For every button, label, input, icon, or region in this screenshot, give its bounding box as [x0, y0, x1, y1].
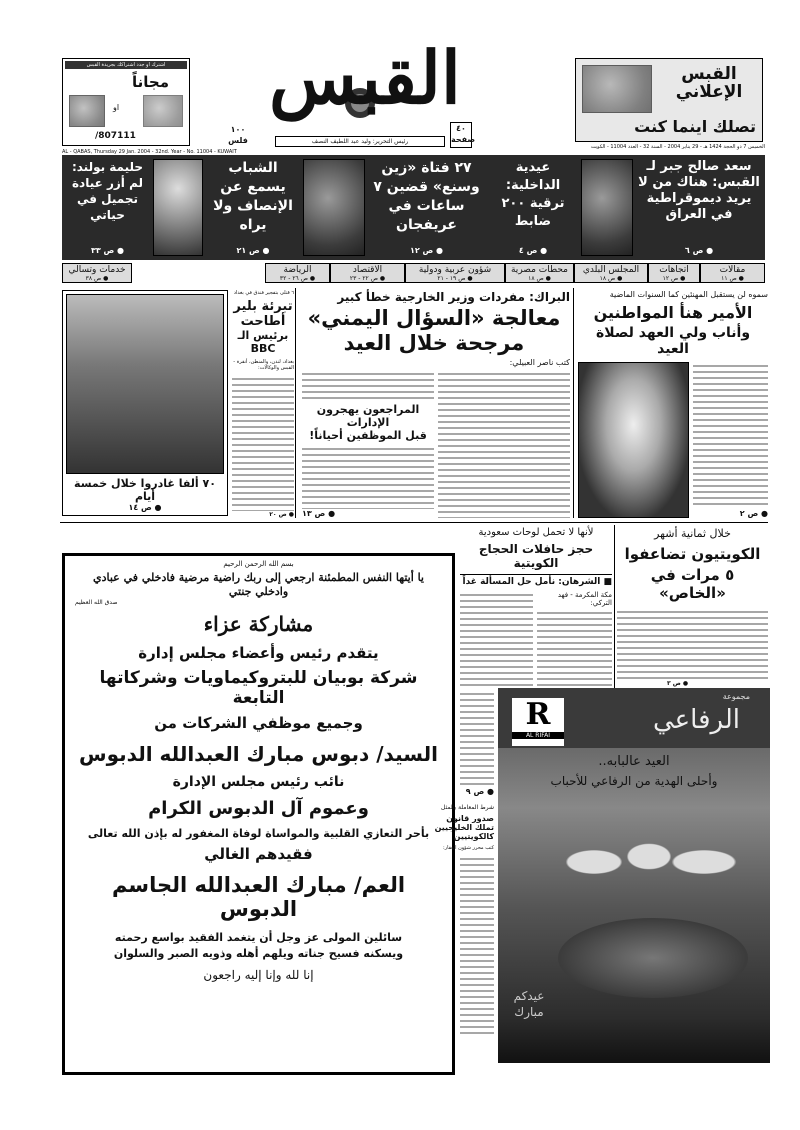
teaser-halima[interactable] — [62, 155, 206, 260]
gcc-kicker: شرط المعاملة بالمثل — [441, 804, 494, 811]
teaser-page: ● ص ٦ — [684, 246, 714, 255]
bbc-body — [232, 375, 294, 511]
section-label: المجلس البلدي — [582, 265, 640, 275]
teaser-saad-jabr[interactable] — [578, 155, 765, 260]
emir-headline-2: وأناب ولي العهد لصلاة العيد — [595, 325, 751, 357]
obituary-line-2: شركة بوبيان للبتروكيماويات وشركاتها التابعة — [99, 668, 418, 708]
obituary-closing: إنا لله وإنا إليه راجعون — [203, 968, 314, 982]
emir-photo — [578, 362, 689, 518]
section-economy[interactable] — [330, 263, 405, 283]
promo-left-top: اشترك او جدد اشتراكك بجريدة القبس — [65, 61, 187, 69]
section-municipal[interactable] — [574, 263, 648, 283]
emir-kicker: سموه لن يستقبل المهنئين كما السنوات الماضية — [609, 290, 768, 299]
rifai-greeting: عيدكم مبارك — [513, 989, 545, 1019]
hajj-kicker: لأنها لا تحمل لوحات سعودية — [478, 527, 594, 538]
bbc-page: ● ص ٢٠ — [269, 511, 294, 518]
section-page: ● ص ٢٦ - ٣٢ — [279, 275, 316, 282]
obituary-verse: يا أيتها النفس المطمئنة ارجعي إلى ربك راضية مرضية فادخلي في عبادي وادخلي جنتي — [93, 571, 424, 598]
photo-caption: ٧٠ ألفا غادروا خلال خمسة أيام — [74, 477, 216, 503]
promo-right-collage — [582, 65, 652, 113]
hajj-body-right — [537, 609, 612, 687]
section-arab-intl[interactable] — [405, 263, 505, 283]
obituary-line-4: وعموم آل الدبوس الكرام — [148, 798, 369, 819]
bbc-headline-3: برئيس الـ BBC — [237, 329, 289, 355]
teaser-photo — [153, 159, 203, 256]
photo-caption-page: ● ص ١٤ — [128, 503, 162, 512]
bbc-headline-2: أطاحت — [240, 314, 286, 329]
date-line-en: AL - QABAS, Thursday 29 Jan. 2004 - 32nd. Year - No. 11004 - KUWAIT — [62, 149, 237, 155]
private-sector-body — [617, 608, 768, 680]
bbc-kicker: ٦ قتلى بتفجير فندق في بغداد — [233, 290, 294, 296]
hajj-byline: مكة المكرمة - فهد التركي: — [557, 591, 612, 607]
bbc-byline: بغداد، لندن، والمنطن، أنقرة - القبس والوكالات: — [233, 359, 294, 371]
obituary-line-1: يتقدم رئيس وأعضاء مجلس إدارة — [138, 644, 379, 662]
emir-headline-1: الأمير هنأ المواطنين — [593, 303, 753, 322]
yemen-headline-2: مرجحة خلال العيد — [343, 331, 525, 355]
yemen-kicker: البراك: مفردات وزير الخارجية خطأ كبير — [337, 290, 570, 304]
rifai-photo-people — [528, 818, 748, 928]
hajj-headline: حجز حافلات الحجاج الكويتية — [478, 542, 594, 570]
crowd-photo — [66, 294, 224, 474]
logo: القبس — [269, 35, 461, 120]
gcc-article[interactable] — [434, 690, 494, 1075]
section-services[interactable] — [62, 263, 132, 283]
yemen-byline: كتب ناصر العبيلي: — [509, 358, 570, 367]
yemen-sub-page: ● ص ١٣ — [302, 509, 336, 518]
section-label: الرياضة — [283, 265, 312, 275]
teaser-promotion[interactable] — [490, 155, 576, 260]
private-sector-article[interactable] — [617, 527, 768, 687]
section-page: ● ص ١٢ — [662, 275, 686, 282]
rifai-ad[interactable] — [498, 688, 770, 1063]
rifai-tagline-1: العيد عالبابه.. — [598, 754, 670, 769]
teaser-youth[interactable] — [208, 155, 298, 260]
gcc-headline-1: صدور قانون — [446, 814, 494, 823]
emir-article[interactable] — [578, 290, 768, 518]
teaser-girls[interactable] — [300, 155, 488, 260]
section-page: ● ص ١٨ — [528, 275, 551, 282]
section-page: ● ص ١١ — [721, 275, 744, 282]
private-sector-headline-1: الكويتيون تضاعفوا — [624, 545, 761, 563]
editor-line: رئيس التحرير: وليد عبد اللطيف النصف — [275, 136, 445, 147]
crowd-photo-box — [62, 290, 228, 516]
teaser-page: ● ص ١٢ — [409, 246, 444, 255]
private-sector-headline-2: ٥ مرات في «الخاص» — [650, 566, 735, 602]
emir-page: ● ص ٢ — [739, 509, 768, 518]
section-page: ● ص ١٨ — [599, 275, 623, 282]
gcc-body — [460, 855, 494, 1035]
price-value: ١٠٠ — [230, 125, 246, 134]
gcc-byline: كتب محرر شؤون العقار: — [443, 845, 494, 851]
teaser-page: ● ص ٢١ — [236, 246, 270, 255]
pages-value: ٤٠ — [456, 124, 466, 133]
gcc-headline-2: تملك الخليجيين — [434, 823, 494, 832]
teaser-title: حليمة بولند: لم أزر عيادة تجميل في حياتي — [71, 160, 144, 222]
bbc-article[interactable] — [232, 290, 294, 518]
obituary-basmala: بسم الله الرحمن الرحيم — [223, 560, 294, 568]
bbc-headline-1: تبرئة بلير — [233, 299, 293, 314]
teaser-photo — [303, 159, 365, 256]
obituary-name-1: السيد/ دبوس مبارك العبدالله الدبوس — [79, 742, 438, 766]
rifai-logo — [512, 698, 564, 746]
pages-count — [450, 122, 476, 148]
yemen-headline-1: معالجة «السؤال اليمني» — [307, 306, 561, 330]
section-label: اتجاهات — [659, 265, 689, 275]
obituary-name-2: العم/ مبارك العبدالله الجاسم الدبوس — [111, 873, 406, 921]
promo-right-title: القبس الإعلاني — [675, 64, 743, 102]
rifai-tagline-2: وأحلى الهدية من الرفاعي للأحباب — [550, 774, 718, 788]
section-label: محطات مصرية — [510, 265, 568, 275]
hajj-article[interactable] — [460, 527, 612, 687]
promo-left-or: او — [113, 103, 120, 112]
section-page: ● ص ٢٢ - ٢٣ — [349, 275, 386, 282]
section-page: ● ص ١٩ - ٢١ — [437, 275, 473, 282]
section-page: ● ص ٣٨ — [85, 275, 109, 282]
yemen-sub-headline-1: المراجعون يهجرون الإدارات — [316, 403, 420, 429]
price-unit: فلس — [228, 136, 248, 145]
hajj-page: ● ص ٩ — [465, 787, 494, 796]
hajj-body-left — [460, 591, 533, 687]
yemen-sub-body — [302, 445, 434, 509]
obituary-role-1: نائب رئيس مجلس الإدارة — [172, 774, 345, 790]
pages-unit: صفحة — [451, 135, 476, 144]
promo-left-magazines — [69, 95, 105, 127]
section-trends[interactable] — [648, 263, 700, 283]
date-line-ar: الخميس 7 ذو الحجة 1424 هـ - 29 يناير 2004 - السنة 32 - العدد 11004 - الكويت — [590, 144, 765, 150]
teaser-title: سعد صالح جبر لـ القبس: هناك من لا يريد ديموقراطية في العراق — [638, 159, 760, 222]
teaser-title: ٢٧ فتاة «زين وسنع» قضين ٧ ساعات في عريفجان — [373, 160, 480, 233]
obituary-title: مشاركة عزاء — [203, 612, 314, 636]
teaser-photo — [581, 159, 633, 256]
yemen-body-right — [438, 370, 570, 518]
obituary-prayer-1: سائلين المولى عز وجل أن يتغمد الفقيد بواسع رحمته — [114, 931, 403, 944]
yemen-article[interactable] — [298, 290, 570, 518]
obituary-verse-ref: صدق الله العظيم — [75, 599, 118, 606]
obituary-line-3: وجميع موظفي الشركات من — [154, 714, 363, 732]
teaser-page: ● ص ٣٣ — [90, 246, 125, 255]
gcc-headline-3: كالكويتيين — [453, 832, 494, 841]
section-label: مقالات — [719, 265, 746, 275]
rifai-brand: الرفاعي — [652, 705, 740, 735]
promo-right-slogan: تصلك اينما كنت — [634, 117, 756, 136]
section-label: خدمات وتسالي — [68, 265, 126, 275]
rifai-brand-group: مجموعة — [722, 692, 750, 701]
teaser-title: الشباب يسمع عن الإنصاف ولا يراه — [213, 160, 293, 233]
section-egypt[interactable] — [505, 263, 574, 283]
promo-left-free: مجاناً — [132, 73, 169, 91]
rifai-basket — [558, 918, 748, 998]
obituary-prayer-2: ويسكنه فسيح جناته ويلهم أهله وذويه الصبر والسلوان — [113, 947, 404, 960]
obituary-line-6: فقيدهم الغالي — [204, 845, 313, 863]
promo-right[interactable] — [575, 58, 763, 142]
obituary-ad[interactable] — [62, 553, 455, 1075]
hajj-body-cont — [460, 690, 494, 785]
price — [225, 124, 251, 146]
section-label: شؤون عربية ودولية — [418, 265, 492, 275]
yemen-body-left-top — [302, 370, 434, 400]
promo-left[interactable] — [62, 58, 190, 146]
teaser-page: ● ص ٤ — [518, 246, 548, 255]
yemen-sub-headline-2: قبل الموظفين أحياناً! — [309, 429, 427, 442]
section-articles[interactable] — [700, 263, 765, 283]
section-sports[interactable] — [265, 263, 330, 283]
obituary-line-5: بأحر التعازي القلبية والمواساة لوفاة المغفور له بإذن الله تعالى — [87, 827, 430, 840]
promo-left-phone: /807111 — [95, 131, 136, 141]
private-sector-page: ● ص ٣ — [667, 680, 689, 687]
private-sector-kicker: خلال ثمانية أشهر — [654, 527, 731, 540]
rifai-logo-en: AL RIFAI — [512, 732, 564, 739]
emir-body — [693, 362, 768, 507]
hajj-sub: ■ الشرهان: نأمل حل المسألة غداً — [460, 574, 612, 587]
promo-left-newspaper — [143, 95, 183, 127]
teaser-title: عيدية الداخلية: ترقية ٢٠٠ ضابط — [501, 160, 565, 229]
section-label: الاقتصاد — [352, 265, 383, 275]
rifai-logo-letter: R — [525, 697, 551, 732]
